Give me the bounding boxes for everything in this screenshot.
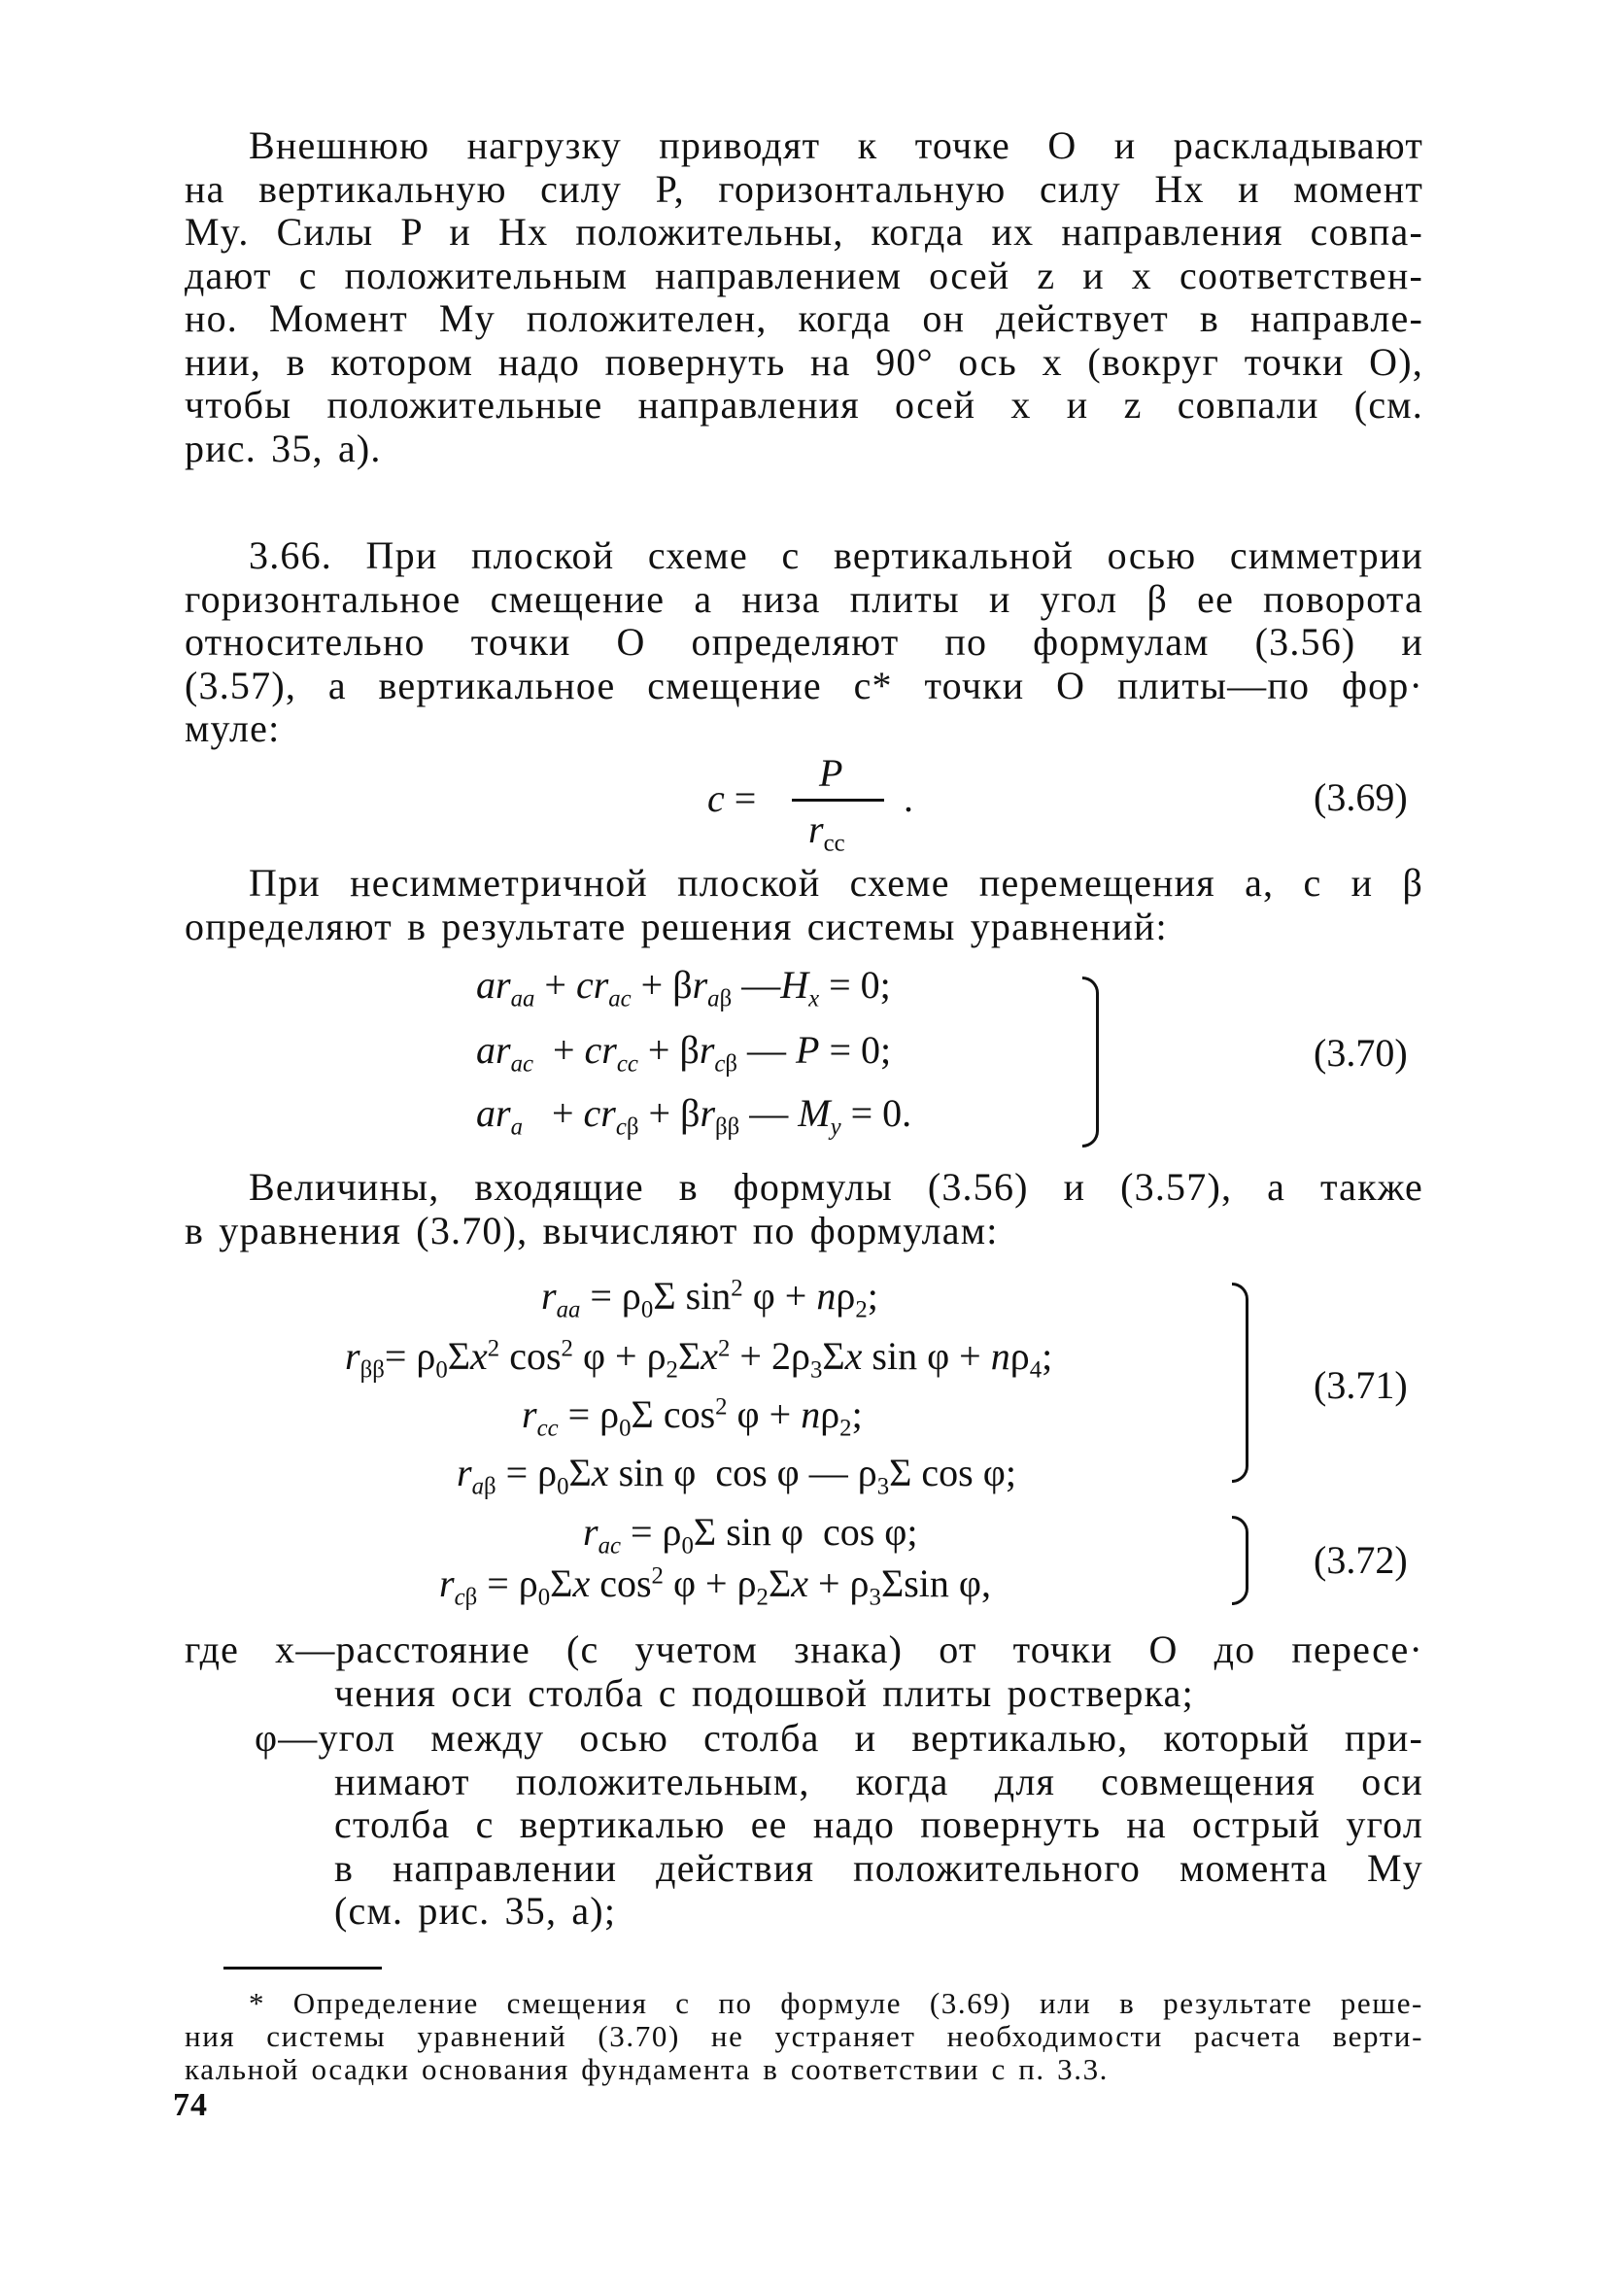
text-line: на вертикальную силу P, горизонтальную силу Hx и момент [185, 166, 1423, 211]
text-line: нии, в котором надо повернуть на 90° ось x (вокруг точки O), [185, 339, 1423, 384]
eq-numerator: P [819, 751, 843, 795]
text-line: относительно точки O определяют по формулам (3.56) и [185, 620, 1423, 664]
text-line: My. Силы P и Hx положительны, когда их направления совпа- [185, 210, 1423, 254]
equation-number: (3.71) [1314, 1363, 1408, 1407]
definition-phi [255, 1717, 1423, 1934]
eq-denominator: $r_{cc}$ [808, 807, 845, 857]
text-line: рис. 35, a). [185, 426, 382, 470]
eq-line: $r_{aa} = \rho_0\Sigma$ $\sin^2 \varphi + n\rho_2$; [541, 1274, 878, 1323]
right-brace [1232, 1516, 1248, 1605]
text-line: где x—расстояние (с учетом знака) от точки O до пересе· [185, 1628, 1423, 1671]
text-line: муле: [185, 706, 281, 750]
eq-line: $r_{c\beta} = \rho_0\Sigma x$ $\cos^2 \varphi + \rho_2\Sigma x + \rho_3\Sigma\sin$ φ, [439, 1561, 991, 1611]
right-brace [1082, 977, 1099, 1148]
paragraph-quantities [185, 1166, 1423, 1252]
equation-number: (3.72) [1314, 1538, 1408, 1582]
text-line: дают с положительным направлением осей z и x соответствен- [185, 253, 1423, 297]
eq-lhs: c = [707, 776, 757, 820]
text-line: определяют в результате решения системы уравнений: [185, 904, 1168, 948]
eq-line: $r_{\beta\beta}= \rho_0\Sigma x^2$ $\cos^2 \varphi + \rho_2\Sigma x^2 + 2\rho_3\Sigma x$ $\sin \varphi + n\rho_4$; [345, 1334, 1053, 1384]
page-number: 74 [173, 2087, 208, 2123]
text-line: чения оси столба с подошвой плиты ростверка; [334, 1670, 1194, 1715]
text-line: Величины, входящие в формулы (3.56) и (3.57), а также [249, 1165, 1423, 1209]
text-line: φ—угол между осью столба и вертикалью, который при- [255, 1716, 1423, 1760]
paragraph-load-description [185, 124, 1423, 470]
text-line: * Определение смещения c по формуле (3.69) или в результате реше- [249, 1986, 1423, 2020]
text-line: но. Момент My положителен, когда он действует в направле- [185, 296, 1423, 340]
eq-line: $ar_{ac} + cr_{cc} + \beta r_{c\beta}$ — P = 0; [476, 1028, 892, 1078]
text-line: 3.66. При плоской схеме с вертикальной осью симметрии [249, 533, 1423, 577]
text-line: горизонтальное смещение a низа плиты и угол β ее поворота [185, 576, 1423, 621]
footnote [185, 1987, 1423, 2086]
eq-line: $r_{a\beta} = \rho_0\Sigma x$ sin φ cos φ — $\rho_3\Sigma$ cos φ; [457, 1451, 1016, 1500]
text-line: нимают положительным, когда для совмещения оси [334, 1759, 1423, 1803]
eq-tail: . [904, 776, 913, 820]
text-line: чтобы положительные направления осей x и z совпали (см. [185, 383, 1423, 427]
eq-line: $ar_a + cr_{c\beta} + \beta r_{\beta\beta}$ — $M_y = 0$. [476, 1091, 912, 1141]
equation-number: (3.70) [1314, 1031, 1408, 1075]
footnote-rule [223, 1967, 382, 1970]
eq-line: $r_{cc} = \rho_0\Sigma$ $\cos^2 \varphi + n\rho_2$; [522, 1392, 863, 1442]
text-line: в уравнения (3.70), вычисляют по формулам: [185, 1208, 999, 1252]
text-line: в направлении действия положительного момента My [334, 1845, 1423, 1890]
definition-x [185, 1628, 1423, 1715]
eq-line: $r_{ac} = \rho_0\Sigma$ sin φ cos φ; [583, 1510, 918, 1559]
text-line: (см. рис. 35, a); [334, 1889, 617, 1933]
text-line: столба с вертикалью ее надо повернуть на острый угол [334, 1802, 1423, 1846]
text-line: (3.57), а вертикальное смещение c* точки O плиты—по фор· [185, 663, 1423, 707]
paragraph-3-66 [185, 534, 1423, 751]
fraction-bar [792, 799, 884, 802]
right-brace [1232, 1283, 1248, 1483]
paragraph-asymmetric [185, 862, 1423, 948]
text-line: ния системы уравнений (3.70) не устраняет необходимости расчета верти- [185, 2019, 1423, 2053]
text-line: Внешнюю нагрузку приводят к точке O и раскладывают [249, 123, 1423, 167]
text-line: При несимметричной плоской схеме перемещения a, c и β [249, 861, 1423, 905]
equation-number: (3.69) [1314, 775, 1408, 819]
text-line: кальной осадки основания фундамента в соответствии с п. 3.3. [185, 2052, 1110, 2086]
eq-line: $ar_{aa} + cr_{ac} + \beta r_{a\beta}$ $—H_x = 0$; [476, 963, 891, 1012]
